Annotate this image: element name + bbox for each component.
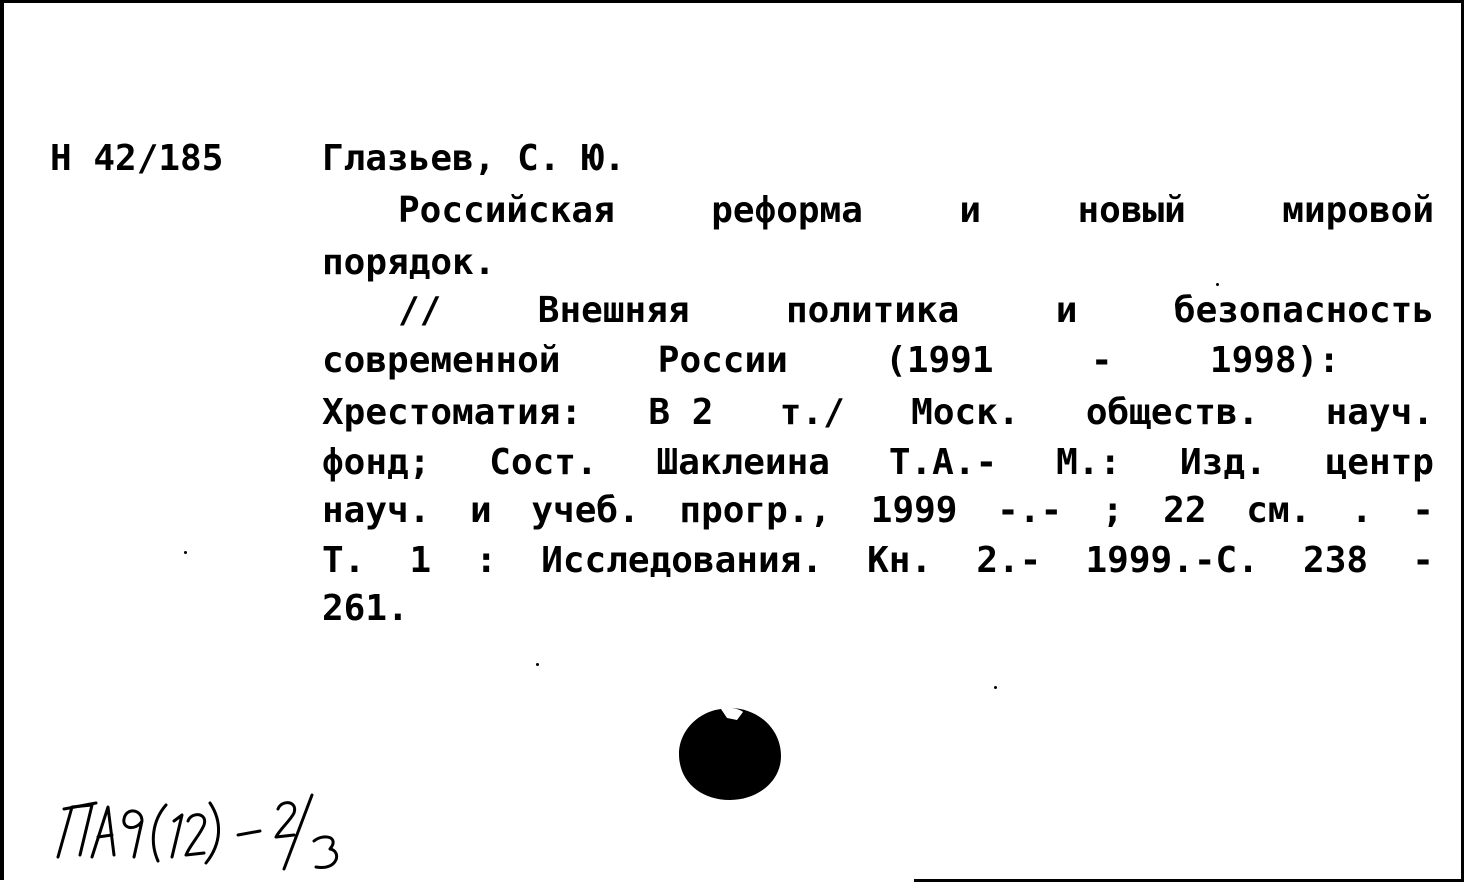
word: Хрестоматия: bbox=[322, 392, 583, 433]
punched-hole bbox=[677, 706, 783, 802]
word: - bbox=[1090, 340, 1113, 381]
title-line-2: порядок. bbox=[322, 242, 496, 283]
word: науч. bbox=[322, 490, 431, 531]
word: Изд. bbox=[1180, 442, 1267, 483]
source-line-7: 261. bbox=[322, 588, 409, 629]
word: - bbox=[1412, 540, 1434, 581]
word: новый bbox=[1077, 190, 1186, 231]
word: 22 bbox=[1163, 490, 1207, 531]
word: Российская bbox=[398, 190, 615, 231]
word: т./ bbox=[779, 392, 845, 433]
word: политика bbox=[785, 290, 960, 331]
word: Т. bbox=[322, 540, 366, 581]
word: 2.- bbox=[976, 540, 1042, 581]
word: и bbox=[959, 190, 982, 231]
source-line-2 bbox=[322, 339, 1340, 383]
source-line-3 bbox=[322, 391, 1434, 435]
word: Моск. bbox=[911, 392, 1020, 433]
word: Т.А.- bbox=[888, 442, 998, 483]
word: 1998): bbox=[1209, 340, 1340, 381]
handwritten-note bbox=[50, 785, 380, 881]
word: России bbox=[657, 340, 788, 381]
word: . bbox=[1350, 490, 1373, 531]
word: 1999.-С. bbox=[1085, 540, 1259, 581]
word: Шаклеина bbox=[656, 442, 830, 483]
word: : bbox=[475, 540, 498, 581]
source-line-6 bbox=[322, 539, 1434, 583]
speck bbox=[536, 663, 539, 666]
word: современной bbox=[322, 340, 561, 381]
word: (1991 bbox=[885, 340, 994, 381]
source-line-1 bbox=[398, 289, 1434, 333]
word: реформа bbox=[711, 190, 863, 231]
word: М.: bbox=[1056, 442, 1122, 483]
title-line-1 bbox=[398, 189, 1434, 233]
word: и bbox=[1055, 290, 1078, 331]
word: фонд; bbox=[322, 442, 431, 483]
word: науч. bbox=[1325, 392, 1434, 433]
word: центр bbox=[1325, 442, 1434, 483]
word: Исследования. bbox=[541, 540, 823, 581]
word: безопасность bbox=[1173, 290, 1434, 331]
word: см. bbox=[1246, 490, 1312, 531]
speck bbox=[1216, 283, 1219, 286]
word: - bbox=[1412, 490, 1434, 531]
word: Кн. bbox=[867, 540, 933, 581]
word: 1999 bbox=[870, 490, 958, 531]
word: Внешняя bbox=[537, 290, 690, 331]
source-line-4 bbox=[322, 441, 1434, 485]
word: учеб. bbox=[531, 490, 640, 531]
source-line-5 bbox=[322, 489, 1434, 533]
speck bbox=[184, 551, 187, 554]
word: В 2 bbox=[648, 392, 714, 433]
word: мировой bbox=[1282, 190, 1434, 231]
word: 238 bbox=[1303, 540, 1369, 581]
speck bbox=[994, 686, 997, 689]
word: прогр., bbox=[679, 490, 832, 531]
word: // bbox=[398, 290, 442, 331]
word: обществ. bbox=[1085, 392, 1260, 433]
shelf-mark: Н 42/185 bbox=[50, 138, 224, 179]
word: 1 bbox=[409, 540, 432, 581]
word: Сост. bbox=[489, 442, 598, 483]
word: -.- bbox=[997, 490, 1063, 531]
word: и bbox=[470, 490, 492, 531]
author: Глазьев, С. Ю. bbox=[322, 138, 626, 179]
word: ; bbox=[1101, 490, 1124, 531]
